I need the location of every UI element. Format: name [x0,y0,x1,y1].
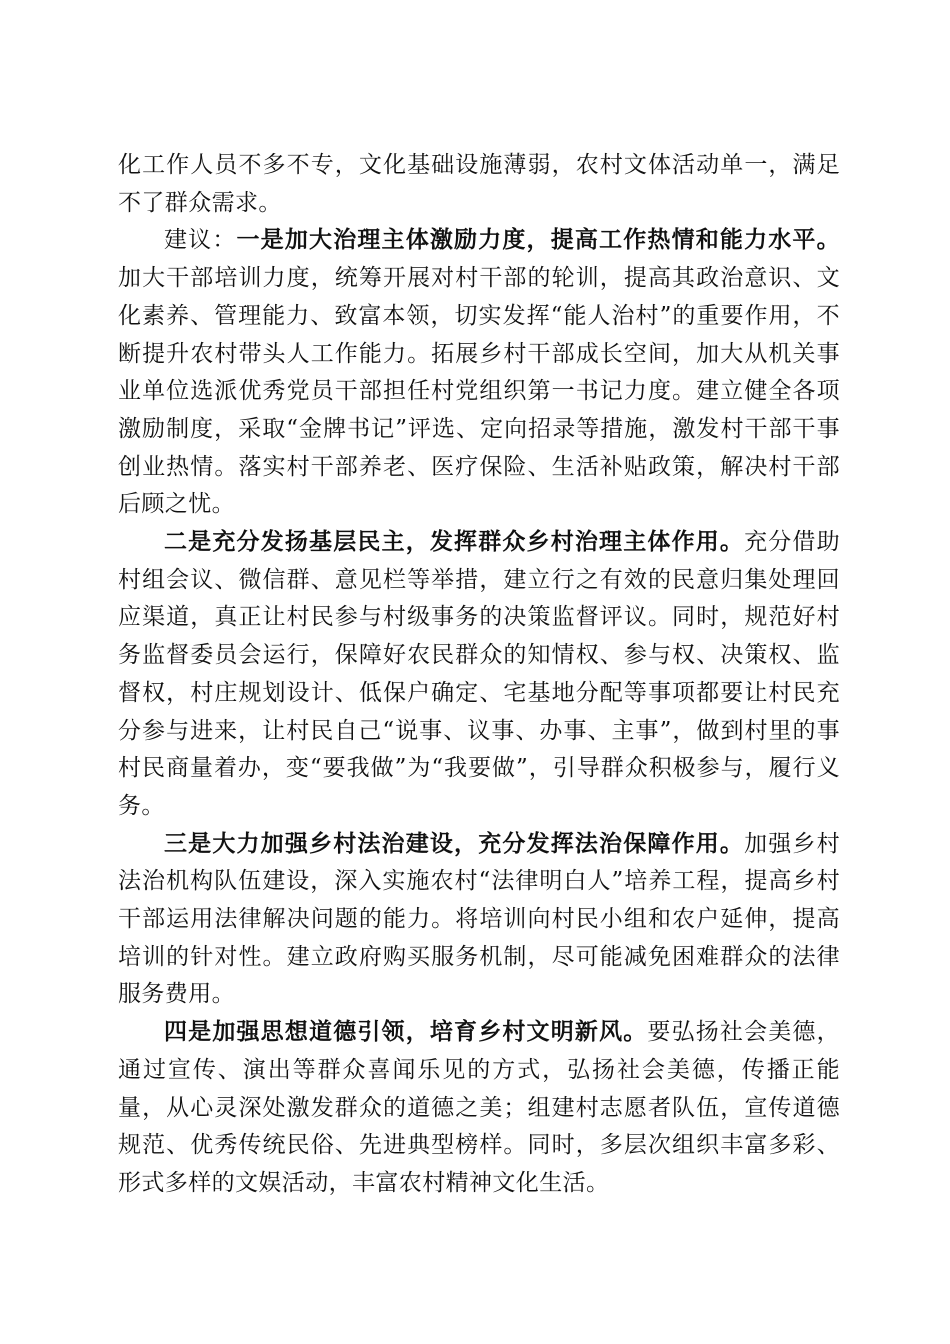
paragraph-lead-heading: 一是加大治理主体激励力度，提高工作热情和能力水平。 [236,227,841,254]
paragraph-prefix: 建议： [164,227,237,254]
paragraph-continuation [118,147,840,222]
document-page [118,147,840,1203]
paragraph-suggestion-4 [118,1014,840,1203]
paragraph-suggestion-3 [118,826,840,1015]
paragraph-suggestion-1 [118,222,840,524]
paragraph-lead-heading: 二是充分发扬基层民主，发挥群众乡村治理主体作用。 [164,529,745,556]
paragraph-text: 充分借助村组会议、微信群、意见栏等举措，建立行之有效的民意归集处理回应渠道，真正让村民参与村级事务的决策监督评议。同时，规范好村务监督委员会运行，保障好农民群众的知情权、参与权、决策权、监督权，村庄规划设计、低保户确定、宅基地分配等事项都要让村民充分参与进来，让村民自己“说事、议事、办事、主事”，做到村里的事村民商量着办，变“要我做”为“我要做”，引导群众积极参与，履行义务。 [118,529,840,819]
paragraph-text: 加大干部培训力度，统筹开展对村干部的轮训，提高其政治意识、文化素养、管理能力、致富本领，切实发挥“能人治村”的重要作用，不断提升农村带头人工作能力。拓展乡村干部成长空间，加大从机关事业单位选派优秀党员干部担任村党组织第一书记力度。建立健全各项激励制度，采取“金牌书记”评选、定向招录等措施，激发村干部干事创业热情。落实村干部养老、医疗保险、生活补贴政策，解决村干部后顾之忧。 [118,265,840,518]
paragraph-lead-heading: 四是加强思想道德引领，培育乡村文明新风。 [164,1019,648,1046]
paragraph-lead-heading: 三是大力加强乡村法治建设，充分发挥法治保障作用。 [164,830,745,857]
paragraph-suggestion-2 [118,524,840,826]
paragraph-text: 加强乡村法治机构队伍建设，深入实施农村“法律明白人”培养工程，提高乡村干部运用法律解决问题的能力。将培训向村民小组和农户延伸，提高培训的针对性。建立政府购买服务机制，尽可能减免困难群众的法律服务费用。 [118,830,840,1008]
paragraph-text: 要弘扬社会美德，通过宣传、演出等群众喜闻乐见的方式，弘扬社会美德，传播正能量，从心灵深处激发群众的道德之美；组建村志愿者队伍，宣传道德规范、优秀传统民俗、先进典型榜样。同时，多层次组织丰富多彩、形式多样的文娱活动，丰富农村精神文化生活。 [118,1019,840,1196]
paragraph-text: 化工作人员不多不专，文化基础设施薄弱，农村文体活动单一，满足不了群众需求。 [118,152,840,216]
